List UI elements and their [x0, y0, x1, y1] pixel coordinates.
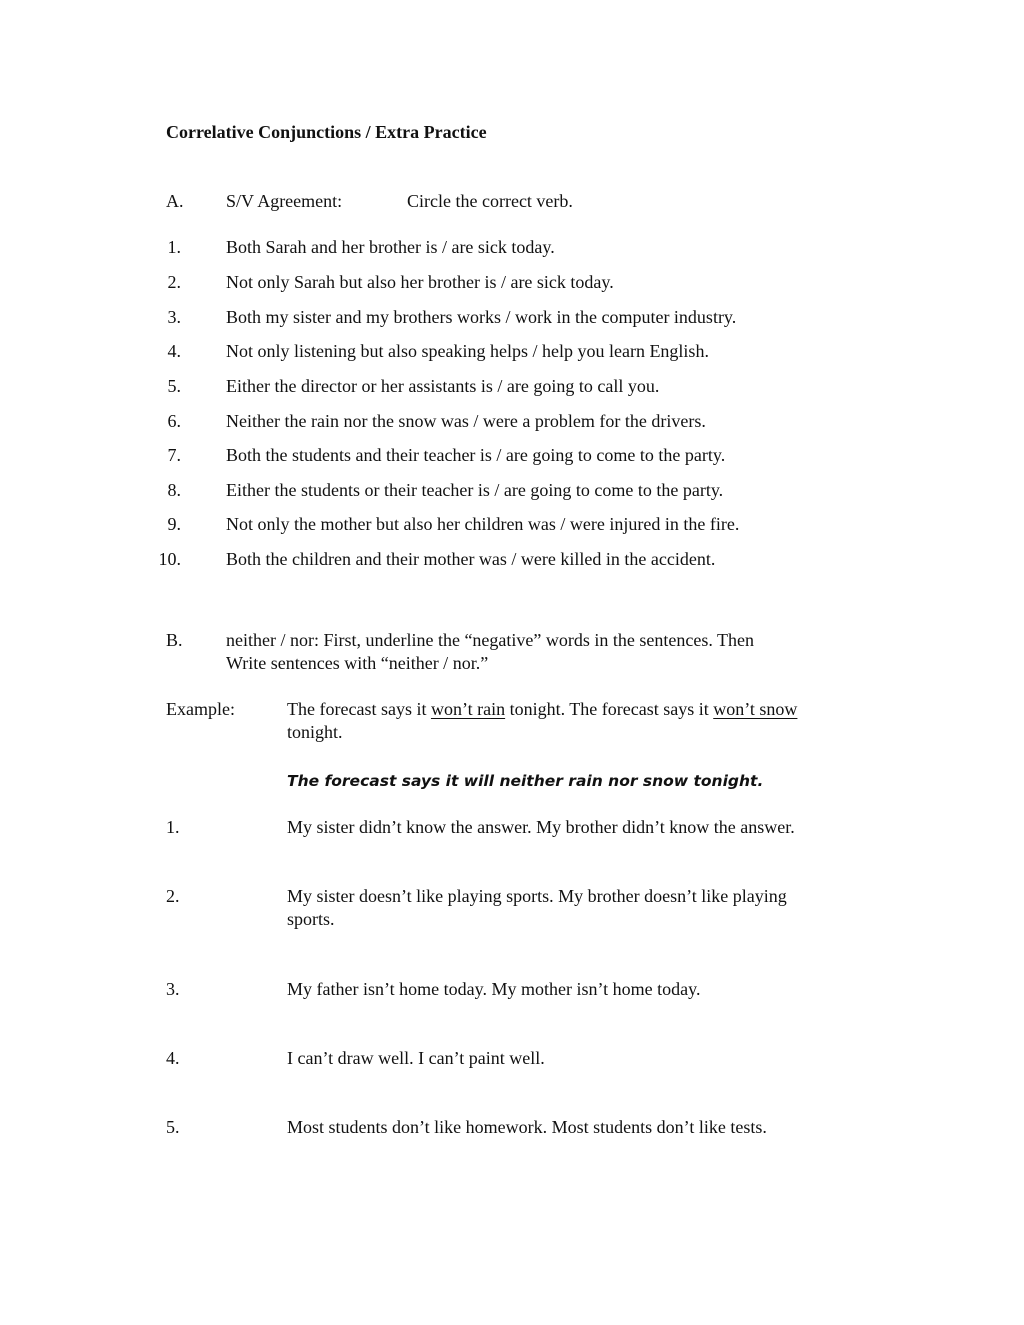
item-a1-number: 1.: [167, 237, 181, 257]
item-b5-text: Most students don’t like homework. Most students don’t like tests.: [287, 1117, 767, 1137]
item-a7-number: 7.: [167, 445, 181, 465]
item-a10-text[interactable]: Both the children and their mother was / were killed in the accident.: [226, 549, 716, 569]
item-a3-text[interactable]: Both my sister and my brothers works / work in the computer industry.: [226, 307, 737, 327]
example-text-part2: tonight. The forecast says it: [505, 699, 714, 719]
item-a6-text[interactable]: Neither the rain nor the snow was / were a problem for the drivers.: [226, 411, 706, 431]
item-b4-text: I can’t draw well. I can’t paint well.: [287, 1048, 545, 1068]
example-text-part3: tonight.: [287, 722, 343, 742]
item-a1-text[interactable]: Both Sarah and her brother is / are sick today.: [226, 237, 555, 257]
section-b-instruction-line2: Write sentences with “neither / nor.”: [226, 653, 489, 673]
item-b4-number: 4.: [166, 1048, 180, 1068]
item-a2-number: 2.: [167, 272, 181, 292]
item-a5-text[interactable]: Either the director or her assistants is / are going to call you.: [226, 376, 660, 396]
item-b5-number: 5.: [166, 1117, 180, 1137]
item-a6-number: 6.: [167, 411, 181, 431]
example-underline-1: won’t rain: [430, 699, 506, 719]
item-a5-number: 5.: [167, 376, 181, 396]
item-b3-text: My father isn’t home today. My mother isn’t home today.: [287, 979, 701, 999]
section-b-letter: B.: [166, 630, 183, 650]
item-a9-number: 9.: [167, 514, 181, 534]
example-answer: The forecast says it will neither rain nor snow tonight.: [287, 772, 764, 790]
item-b3-number: 3.: [166, 979, 180, 999]
item-a9-text[interactable]: Not only the mother but also her children was / were injured in the fire.: [226, 514, 740, 534]
page-title: Correlative Conjunctions / Extra Practice: [166, 122, 487, 142]
item-a3-number: 3.: [167, 307, 181, 327]
section-a-instruction: Circle the correct verb.: [407, 191, 573, 211]
item-a10-number: 10.: [158, 549, 181, 569]
item-a8-number: 8.: [167, 480, 181, 500]
item-a2-text[interactable]: Not only Sarah but also her brother is / are sick today.: [226, 272, 614, 292]
section-b-instruction-line1: neither / nor: First, underline the “negative” words in the sentences. Then: [226, 630, 755, 650]
item-b1-number: 1.: [166, 817, 180, 837]
item-b1-text: My sister didn’t know the answer. My brother didn’t know the answer.: [287, 817, 795, 837]
item-a8-text[interactable]: Either the students or their teacher is / are going to come to the party.: [226, 480, 724, 500]
item-b2-text: My sister doesn’t like playing sports. My brother doesn’t like playing: [287, 886, 787, 906]
item-a7-text[interactable]: Both the students and their teacher is / are going to come to the party.: [226, 445, 726, 465]
example-text-part1: The forecast says it: [287, 699, 431, 719]
section-a-letter: A.: [166, 191, 184, 211]
example-label: Example:: [166, 699, 235, 719]
item-a4-number: 4.: [167, 341, 181, 361]
item-b2-number: 2.: [166, 886, 180, 906]
section-a-heading: S/V Agreement:: [226, 191, 343, 211]
item-b2-text-cont: sports.: [287, 909, 335, 929]
example-underline-2: won’t snow: [713, 699, 798, 719]
item-a4-text[interactable]: Not only listening but also speaking helps / help you learn English.: [226, 341, 709, 361]
example-sentence: [287, 698, 797, 721]
